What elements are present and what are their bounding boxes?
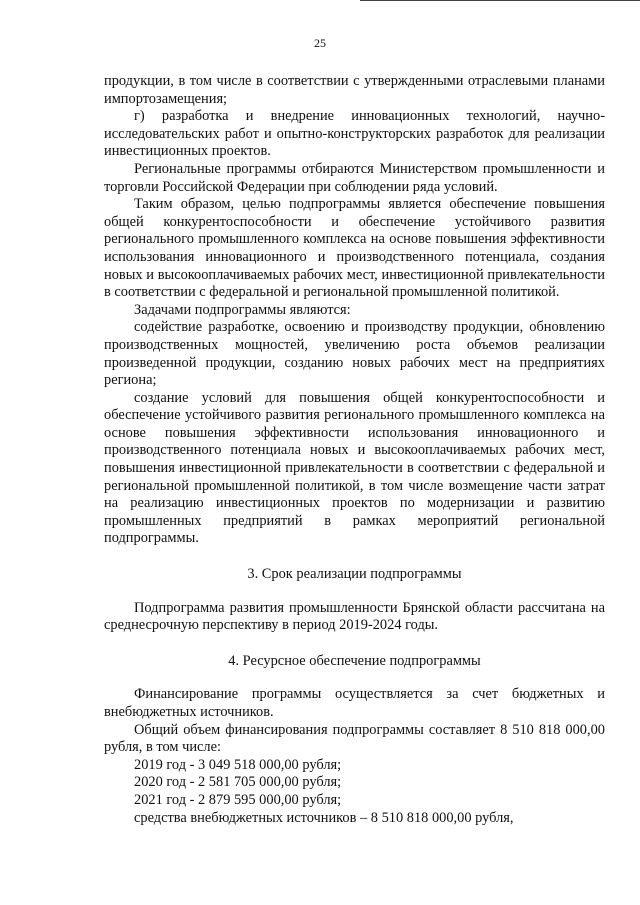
page-number: 25 bbox=[314, 36, 326, 50]
paragraph: Общий объем финансирования подпрограммы составляет 8 510 818 000,00 рубля, в том числе: bbox=[104, 721, 605, 756]
document-body bbox=[104, 73, 605, 827]
list-item: создание условий для повышения общей конкурентоспособности и обеспечение устойчивого развития регионального промышленного комплекса на основе повышения эффективности использования инновационного и производственного потенциала новых и высокооплачиваемых рабочих мест, повышения инвестиционной привлекательности в соответствии с федеральной и региональной промышленной политикой, в том числе возмещение части затрат на реализацию инвестиционных проектов по модернизации и развитию промышленных предприятий в рамках мероприятий региональной подпрограммы. bbox=[104, 389, 605, 547]
paragraph: г) разработка и внедрение инновационных технологий, научно-исследовательских работ и опытно-конструкторских разработок для реализации инвестиционных проектов. bbox=[104, 108, 605, 160]
paragraph: Подпрограмма развития промышленности Брянской области рассчитана на среднесрочную перспективу в период 2019-2024 годы. bbox=[104, 599, 605, 634]
paragraph: Задачами подпрограммы являются: bbox=[134, 301, 351, 318]
funding-line: 2019 год - 3 049 518 000,00 рубля; bbox=[134, 756, 342, 773]
funding-line: 2021 год - 2 879 595 000,00 рубля; bbox=[134, 791, 342, 808]
funding-line: средства внебюджетных источников – 8 510 818 000,00 рубля, bbox=[134, 809, 514, 826]
section-heading: 3. Срок реализации подпрограммы bbox=[247, 566, 462, 583]
paragraph: Финансирование программы осуществляется за счет бюджетных и внебюджетных источников. bbox=[104, 686, 605, 720]
paragraph: продукции, в том числе в соответствии с утвержденными отраслевыми планами импортозамещения; bbox=[104, 73, 605, 107]
funding-line: 2020 год - 2 581 705 000,00 рубля; bbox=[134, 774, 342, 791]
list-item: содействие разработке, освоению и производству продукции, обновлению производственных мощностей, увеличению роста объемов реализации произведенной продукции, созданию новых рабочих мест на предприятиях региона; bbox=[104, 319, 605, 389]
paragraph: Региональные программы отбираются Министерством промышленности и торговли Российской Федерации при соблюдении ряда условий. bbox=[104, 160, 605, 195]
paragraph: Таким образом, целью подпрограммы является обеспечение повышения общей конкурентоспособности и обеспечение устойчивого развития регионального промышленного комплекса на основе повышения эффективности использования инновационного и производственного потенциала, создания новых и высокооплачиваемых рабочих мест, инвестиционной привлекательности в соответствии с федеральной и региональной промышленной политикой. bbox=[104, 196, 605, 301]
section-heading: 4. Ресурсное обеспечение подпрограммы bbox=[228, 652, 481, 669]
header-rule bbox=[360, 0, 640, 1]
